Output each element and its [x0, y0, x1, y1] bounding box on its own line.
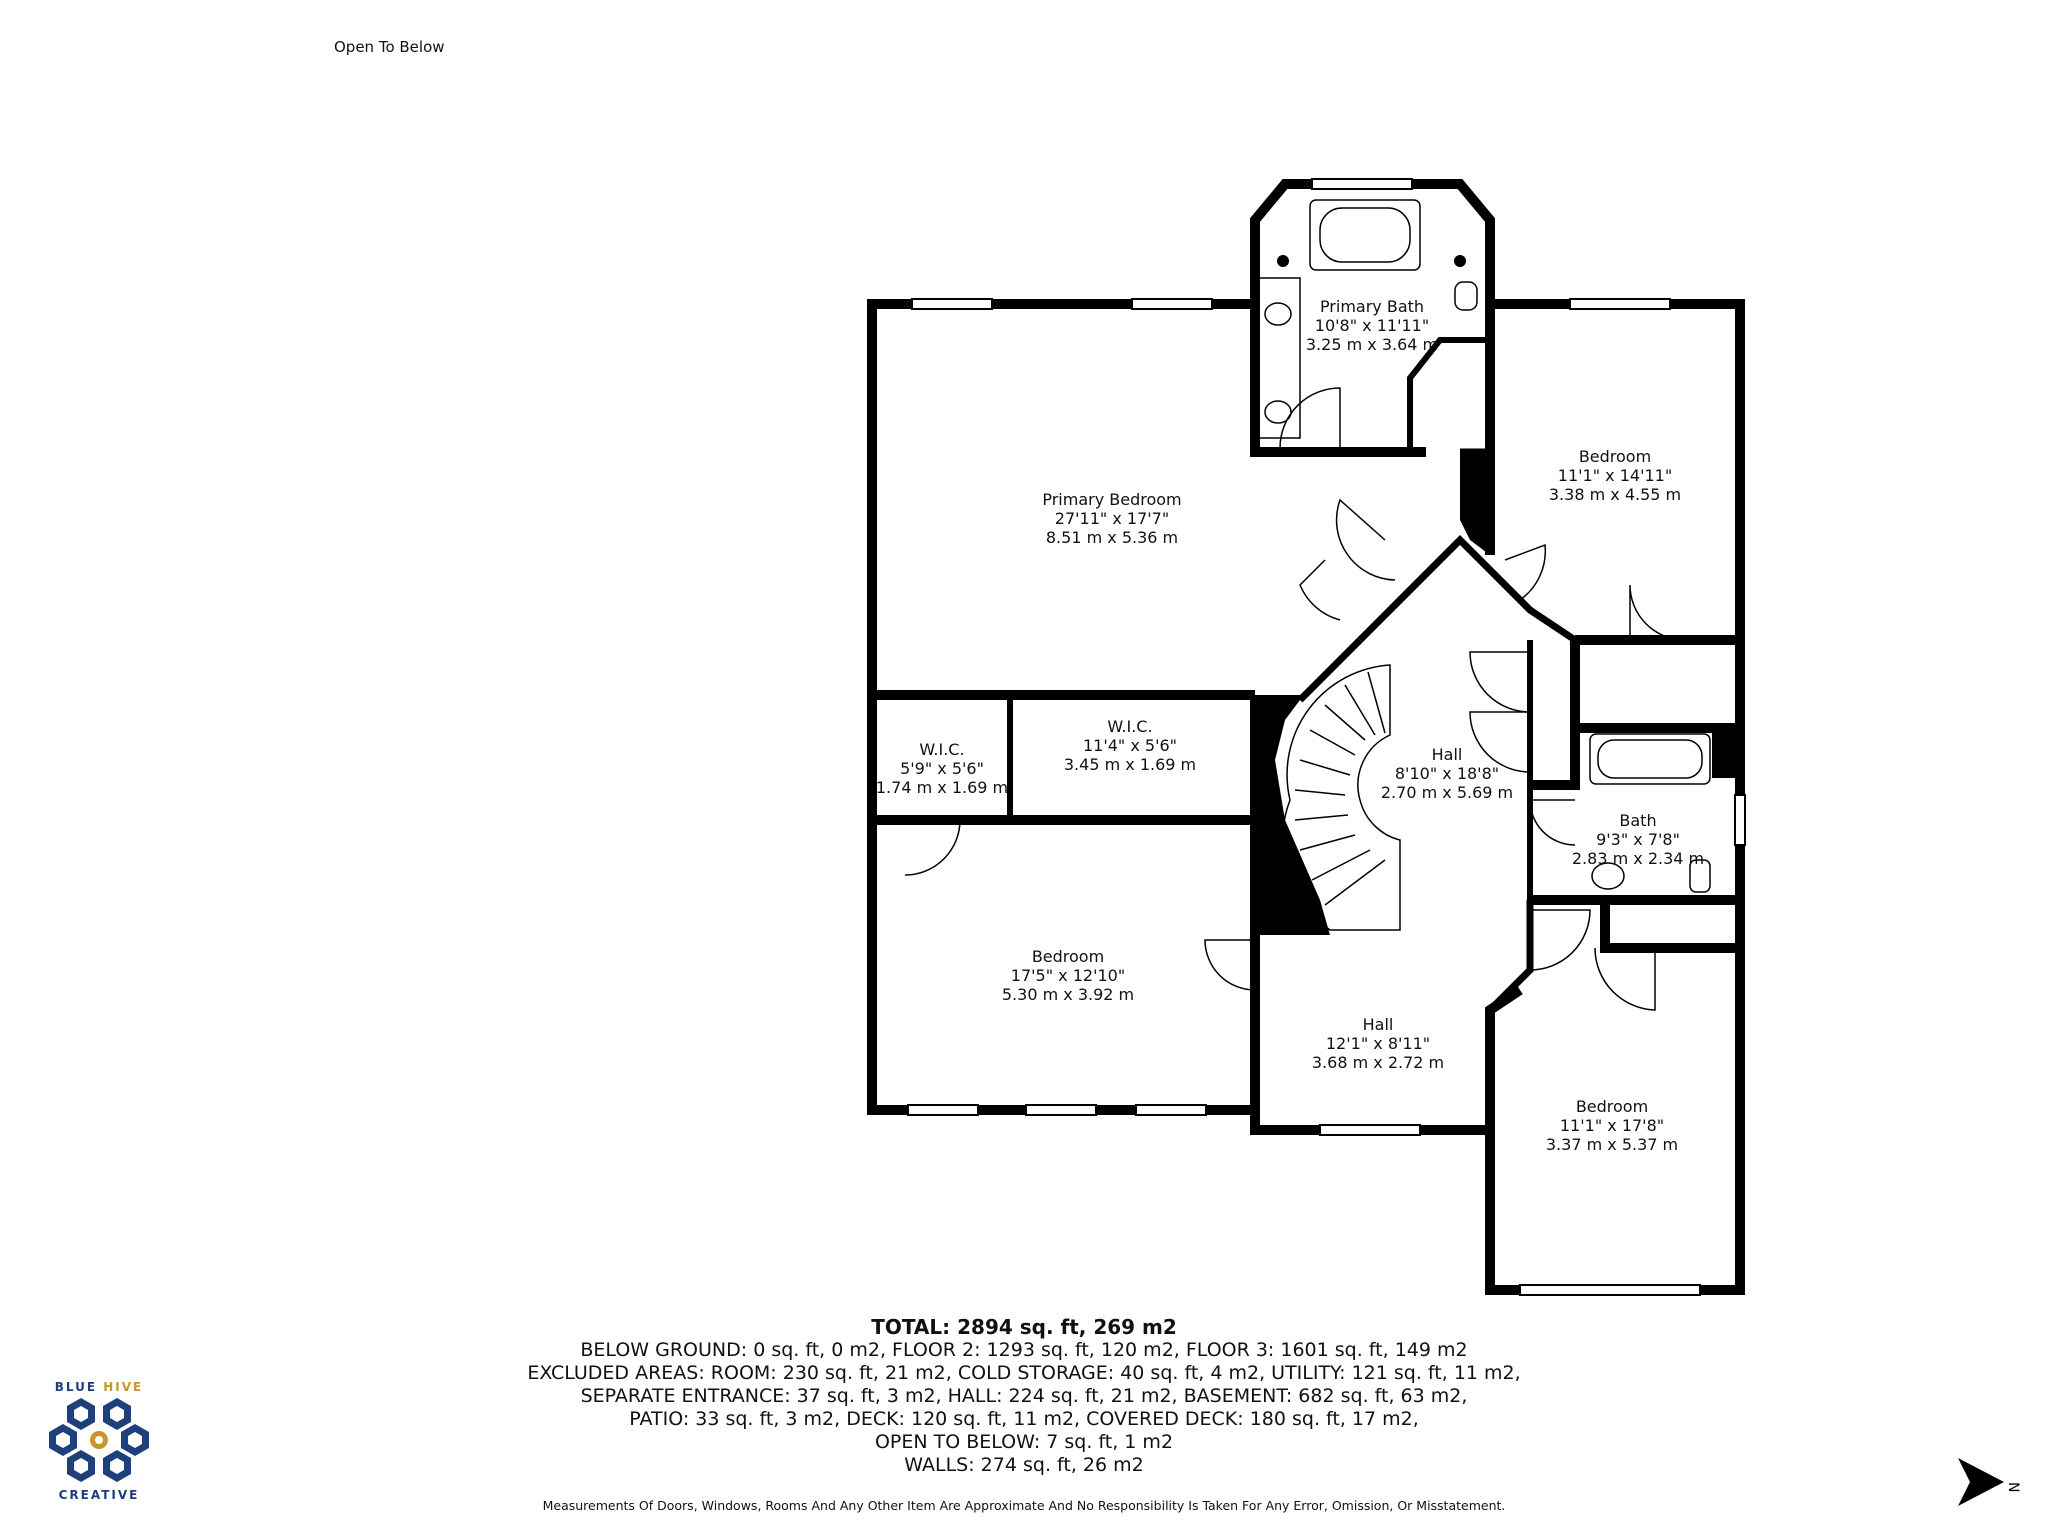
- svg-text:Bath: Bath: [1619, 811, 1657, 830]
- room-label-bedroom-ne: [1549, 447, 1681, 504]
- svg-text:17'5" x 12'10": 17'5" x 12'10": [1010, 966, 1126, 985]
- logo-top-text: BLUE HIVE: [54, 1380, 144, 1394]
- summary-line-5: OPEN TO BELOW: 7 sq. ft, 1 m2: [874, 1431, 1174, 1453]
- primary-bathtub: [1310, 200, 1420, 270]
- svg-text:11'4" x 5'6": 11'4" x 5'6": [1082, 736, 1178, 755]
- svg-text:3.38 m x 4.55 m: 3.38 m x 4.55 m: [1548, 485, 1682, 504]
- svg-text:Hall: Hall: [1362, 1015, 1394, 1034]
- room-label-hall-upper: [1381, 745, 1513, 802]
- north-arrow-icon: [1934, 1452, 2024, 1512]
- open-to-below-note: Open To Below: [334, 38, 445, 56]
- company-logo: [44, 1380, 154, 1502]
- svg-text:3.37 m x 5.37 m: 3.37 m x 5.37 m: [1545, 1135, 1679, 1154]
- svg-text:8'10" x 18'8": 8'10" x 18'8": [1394, 764, 1500, 783]
- svg-text:W.I.C.: W.I.C.: [1107, 717, 1153, 736]
- room-label-bath: [1572, 811, 1704, 868]
- svg-text:Bedroom: Bedroom: [1031, 947, 1105, 966]
- summary-line-4: PATIO: 33 sq. ft, 3 m2, DECK: 120 sq. ft, 11 m2, COVERED DECK: 180 sq. ft, 17 m2,: [629, 1408, 1419, 1430]
- svg-text:11'1" x 14'11": 11'1" x 14'11": [1557, 466, 1673, 485]
- svg-text:27'11" x 17'7": 27'11" x 17'7": [1054, 509, 1170, 528]
- svg-text:10'8" x 11'11": 10'8" x 11'11": [1314, 316, 1430, 335]
- svg-text:3.68 m x 2.72 m: 3.68 m x 2.72 m: [1311, 1053, 1445, 1072]
- summary-line-3: SEPARATE ENTRANCE: 37 sq. ft, 3 m2, HALL: 224 sq. ft, 21 m2, BASEMENT: 682 sq. ft, 63 m2,: [580, 1385, 1468, 1407]
- primary-vanity: [1258, 278, 1300, 438]
- svg-text:12'1" x 8'11": 12'1" x 8'11": [1325, 1034, 1431, 1053]
- svg-text:Primary Bedroom: Primary Bedroom: [1042, 490, 1182, 509]
- room-label-primary-bedroom: [1042, 490, 1181, 547]
- svg-text:Primary Bath: Primary Bath: [1319, 297, 1425, 316]
- svg-text:1.74 m x 1.69 m: 1.74 m x 1.69 m: [875, 778, 1009, 797]
- fixture-dots: [1277, 255, 1466, 267]
- summary-line-1: BELOW GROUND: 0 sq. ft, 0 m2, FLOOR 2: 1293 sq. ft, 120 m2, FLOOR 3: 1601 sq. ft, 149 m2: [580, 1339, 1468, 1361]
- svg-text:W.I.C.: W.I.C.: [919, 740, 965, 759]
- hive-logo-icon: [49, 1394, 149, 1484]
- north-label: N: [2005, 1482, 2021, 1493]
- room-label-wic-large: [1064, 717, 1196, 774]
- room-label-bedroom-sw: [1002, 947, 1134, 1004]
- svg-text:9'3" x 7'8": 9'3" x 7'8": [1596, 830, 1680, 849]
- room-label-primary-bath: [1306, 297, 1438, 354]
- summary-line-6: WALLS: 274 sq. ft, 26 m2: [904, 1454, 1144, 1476]
- disclaimer: Measurements Of Doors, Windows, Rooms And Any Other Item Are Approximate And No Responsibility Is Taken For Any Error, Omission, Or Misstatement.: [542, 1498, 1506, 1513]
- total-area: TOTAL: 2894 sq. ft, 269 m2: [871, 1315, 1177, 1339]
- room-label-hall-lower: [1312, 1015, 1444, 1072]
- room-label-bedroom-se: [1546, 1097, 1678, 1154]
- svg-text:Hall: Hall: [1431, 745, 1463, 764]
- svg-text:2.70 m x 5.69 m: 2.70 m x 5.69 m: [1380, 783, 1514, 802]
- svg-text:2.83 m x 2.34 m: 2.83 m x 2.34 m: [1571, 849, 1705, 868]
- summary-line-2: EXCLUDED AREAS: ROOM: 230 sq. ft, 21 m2, COLD STORAGE: 40 sq. ft, 4 m2, UTILITY: 121 sq. ft, 11 m2,: [527, 1362, 1521, 1384]
- svg-text:8.51 m x 5.36 m: 8.51 m x 5.36 m: [1045, 528, 1179, 547]
- svg-text:5'9" x 5'6": 5'9" x 5'6": [900, 759, 984, 778]
- svg-text:5.30 m x 3.92 m: 5.30 m x 3.92 m: [1001, 985, 1135, 1004]
- svg-text:3.45 m x 1.69 m: 3.45 m x 1.69 m: [1063, 755, 1197, 774]
- svg-text:Bedroom: Bedroom: [1575, 1097, 1649, 1116]
- svg-text:Bedroom: Bedroom: [1578, 447, 1652, 466]
- svg-text:3.25 m x 3.64 m: 3.25 m x 3.64 m: [1305, 335, 1439, 354]
- room-label-wic-small: [876, 740, 1008, 797]
- svg-text:11'1" x 17'8": 11'1" x 17'8": [1559, 1116, 1665, 1135]
- north-compass: [1934, 1452, 2024, 1516]
- logo-bottom-text: CREATIVE: [58, 1488, 140, 1502]
- area-summary: [0, 1316, 2048, 1477]
